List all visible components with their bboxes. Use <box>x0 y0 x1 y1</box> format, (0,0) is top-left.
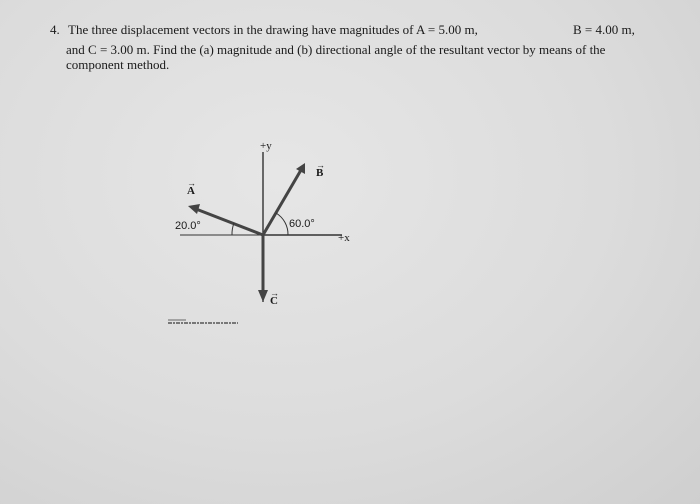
problem-text-line-3: component method. <box>66 57 170 72</box>
angle-arc-b <box>276 213 288 235</box>
vector-c-label: → C <box>270 288 279 307</box>
vector-b-label: → B <box>316 160 325 179</box>
vector-a-label: → A <box>187 178 196 197</box>
problem-text-magnitude-b: B = 4.00 m, <box>573 22 635 37</box>
vector-c-arrowhead <box>258 290 268 302</box>
vector-c-arrow-glyph: → <box>270 288 279 298</box>
angle-b-label: 60.0° <box>289 218 315 230</box>
copyright-credit-mark <box>168 318 238 328</box>
problem-text-line-2: and C = 3.00 m. Find the (a) magnitude and (b) directional angle of the resultant vector by means of the <box>66 42 606 57</box>
problem-text-line-1: The three displacement vectors in the drawing have magnitudes of A = 5.00 m, <box>68 22 478 37</box>
vector-a-arrow <box>196 209 263 235</box>
vector-a-arrow-glyph: → <box>187 178 196 188</box>
vector-diagram <box>150 130 410 330</box>
x-axis-label: +x <box>338 232 350 244</box>
angle-arc-a <box>232 223 234 235</box>
y-axis-label: +y <box>260 140 272 152</box>
angle-a-label: 20.0° <box>175 220 201 232</box>
vector-b-arrow-glyph: → <box>316 160 325 170</box>
vector-a-arrowhead <box>188 204 200 214</box>
problem-number: 4. <box>50 22 60 37</box>
